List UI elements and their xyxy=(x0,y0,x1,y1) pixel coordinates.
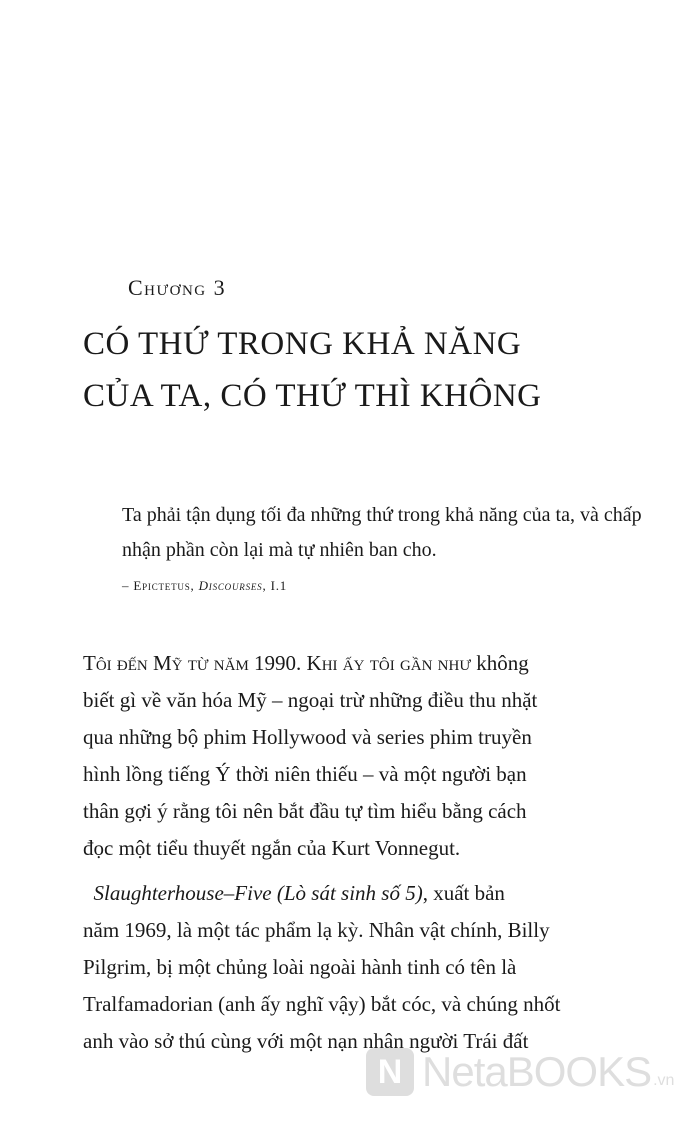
text-line: năm 1969, là một tác phẩm lạ kỳ. Nhân vật chính, Billy xyxy=(83,918,550,942)
text-line: thân gợi ý rằng tôi nên bắt đầu tự tìm hiểu bằng cách xyxy=(83,799,527,823)
netabooks-logo-icon: N xyxy=(366,1048,414,1096)
chapter-title xyxy=(83,318,643,422)
book-title-translation: (Lò sát sinh số 5) xyxy=(276,881,423,905)
text-line: hình lồng tiếng Ý thời niên thiếu – và một người bạn xyxy=(83,762,527,786)
text-line: biết gì về văn hóa Mỹ – ngoại trừ những điều thu nhặt xyxy=(83,688,538,712)
watermark-brand: NetaBOOKS xyxy=(422,1048,652,1095)
epigraph-source xyxy=(122,578,287,594)
text-line xyxy=(83,875,643,912)
watermark xyxy=(366,1048,674,1096)
text-line: đọc một tiểu thuyết ngắn của Kurt Vonnegut. xyxy=(83,836,461,860)
watermark-suffix: .vn xyxy=(653,1072,675,1089)
text-line: qua những bộ phim Hollywood và series phim truyền xyxy=(83,725,532,749)
epigraph-work: Discourses xyxy=(198,578,263,593)
paragraph xyxy=(83,645,643,867)
chapter-title-line: CỦA TA, CÓ THỨ THÌ KHÔNG xyxy=(83,378,542,414)
text-segment: , xuất bản xyxy=(422,881,505,905)
epigraph-author: – Epictetus, xyxy=(122,578,199,593)
chapter-title-line: CÓ THỨ TRONG KHẢ NĂNG xyxy=(83,326,522,362)
text-line: Pilgrim, bị một chủng loài ngoài hành tinh có tên là xyxy=(83,955,517,979)
text-segment: không xyxy=(471,651,529,675)
book-title: Slaughterhouse–Five xyxy=(93,881,272,905)
text-line: Tralfamadorian (anh ấy nghĩ vậy) bắt cóc, và chúng nhốt xyxy=(83,992,561,1016)
text-line xyxy=(83,645,643,682)
paragraph xyxy=(83,875,643,1060)
epigraph-quote: Ta phải tận dụng tối đa những thứ trong khả năng của ta, và chấp nhận phần còn lại mà tự nhiên ban cho. xyxy=(122,504,642,561)
body-text xyxy=(83,645,643,1060)
epigraph-reference: , I.1 xyxy=(262,578,288,593)
paragraph-lead: Tôi đến Mỹ từ năm 1990. Khi ấy tôi gần như xyxy=(83,651,471,675)
text-line: anh vào sở thú cùng với một nạn nhân người Trái đất xyxy=(83,1029,529,1053)
chapter-label: Chương 3 xyxy=(128,275,227,300)
